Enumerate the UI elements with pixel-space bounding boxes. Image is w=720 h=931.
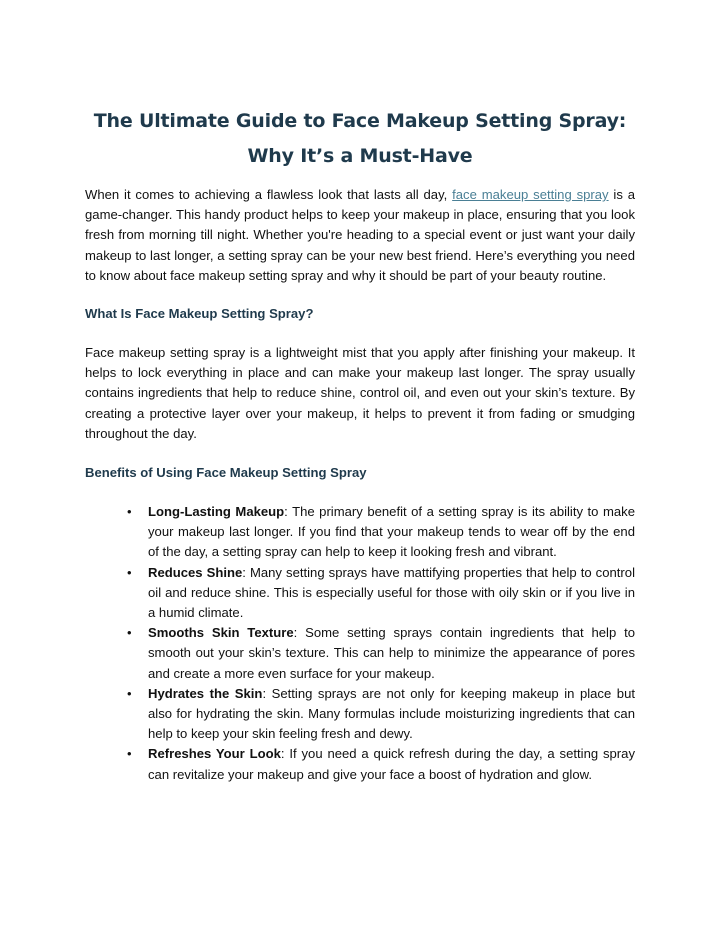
section-heading-what-is: What Is Face Makeup Setting Spray?	[85, 306, 314, 322]
what-is-paragraph: Face makeup setting spray is a lightweight mist that you apply after finishing your makeup. It helps to lock everything in place and can make your makeup last longer. The spray usually contains ingredients that help to reduce shine, control oil, and even out your skin’s texture. By creating a protective layer over your makeup, it helps to prevent it from fading or smudging throughout the day.	[85, 345, 635, 441]
bullet-icon: •	[127, 685, 132, 701]
benefit-title: Long-Lasting Makeup	[148, 504, 285, 520]
setting-spray-link[interactable]: face makeup setting spray	[452, 187, 609, 202]
bullet-icon: •	[127, 564, 132, 580]
benefit-text: : Many setting sprays have mattifying properties that help to control oil and reduce shine. This is especially useful for those with oily skin or if you live in a humid climate.	[148, 564, 635, 621]
benefit-text: : Some setting sprays contain ingredients that help to smooth out your skin’s texture. This can help to minimize the appearance of pores and create a more even surface for your makeup.	[148, 625, 635, 681]
benefit-title: Refreshes Your Look	[148, 746, 281, 762]
bullet-icon: •	[127, 625, 132, 641]
benefit-text: : Setting sprays are not only for keeping makeup in place but also for hydrating the skin. Many formulas include moisturizing ingredients that can help to keep your skin feeling fresh and dewy.	[148, 685, 636, 742]
benefit-title: Smooths Skin Texture	[148, 625, 294, 641]
benefit-text: : The primary benefit of a setting spray is its ability to make your makeup last longer. If you find that your makeup tends to wear off by the end of the day, a setting spray can help to keep it looking fresh and vibrant.	[148, 504, 635, 560]
page-title: The Ultimate Guide to Face Makeup Setting Spray: Why It’s a Must-Have	[93, 110, 627, 167]
bullet-icon: •	[127, 746, 132, 762]
document-page	[85, 104, 635, 785]
intro-text-end: is a game-changer. This handy product helps to keep your makeup in place, ensuring that you look fresh from morning till night. Whether you're heading to a special event or just want your daily makeup to last longer, a setting spray can be your new best friend. Here’s everything you need to know about face makeup setting spray and why it should be part of your beauty routine.	[85, 187, 636, 283]
list-item	[127, 623, 635, 684]
benefits-list	[85, 502, 635, 785]
list-item	[127, 684, 636, 745]
benefit-title: Reduces Shine	[148, 564, 243, 580]
intro-text-start: When it comes to achieving a flawless look that lasts all day,	[85, 187, 453, 202]
list-item	[127, 563, 635, 624]
intro-paragraph	[85, 185, 635, 286]
list-item	[127, 502, 635, 563]
section-heading-benefits: Benefits of Using Face Makeup Setting Spray	[85, 465, 367, 481]
list-item	[127, 744, 635, 784]
bullet-icon: •	[127, 504, 132, 520]
benefit-text: : If you need a quick refresh during the day, a setting spray can revitalize your makeup and give your face a boost of hydration and glow.	[148, 746, 635, 782]
benefit-title: Hydrates the Skin	[148, 685, 263, 701]
